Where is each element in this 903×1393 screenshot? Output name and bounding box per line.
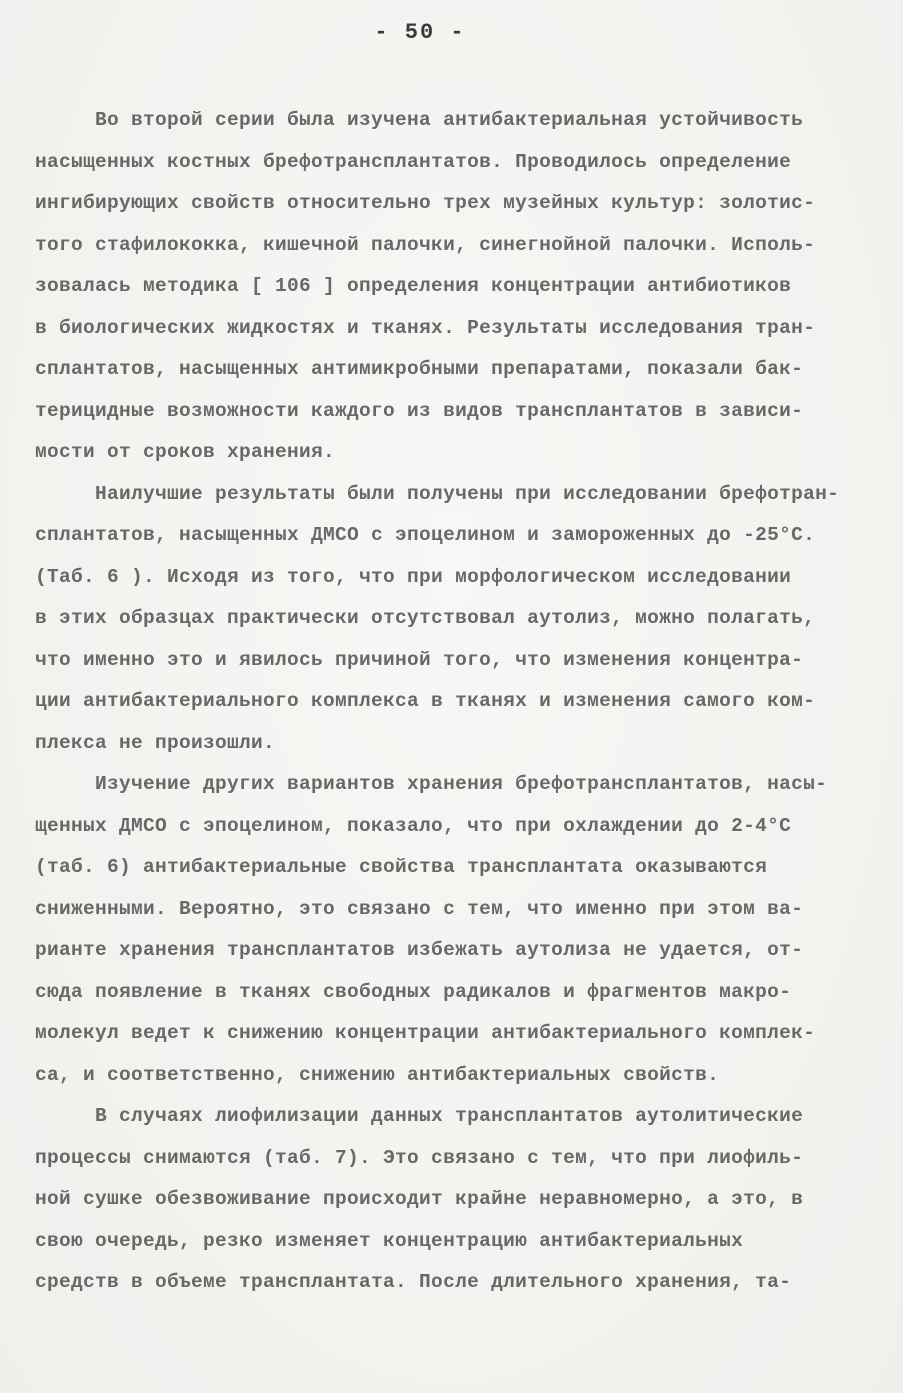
text-line: того стафилококка, кишечной палочки, синегнойной палочки. Исполь- xyxy=(35,233,816,256)
text-line: средств в объеме трансплантата. После длительного хранения, та- xyxy=(35,1271,792,1293)
text-line: процессы снимаются (таб. 7). Это связано с тем, что при лиофиль- xyxy=(35,1146,804,1169)
text-line: плекса не произошли. xyxy=(35,731,276,754)
text-line: рианте хранения трансплантатов избежать аутолиза не удается, от- xyxy=(35,939,804,961)
text-line: свою очередь, резко изменяет концентрацию антибактериальных xyxy=(35,1229,744,1252)
text-line: Во второй серии была изучена антибактериальная устойчивость xyxy=(35,109,804,131)
text-line: (Таб. 6 ). Исходя из того, что при морфологическом исследовании xyxy=(35,565,792,588)
paragraph xyxy=(35,474,875,765)
text-line: мости от сроков хранения. xyxy=(35,441,336,463)
text-line: в биологических жидкостях и тканях. Результаты исследования тран- xyxy=(35,316,816,339)
text-line: терицидные возможности каждого из видов трансплантатов в зависи- xyxy=(35,399,804,422)
paragraph xyxy=(35,100,875,474)
text-line: что именно это и явилось причиной того, что изменения концентра- xyxy=(35,648,804,671)
text-line: в этих образцах практически отсутствовал аутолиз, можно полагать, xyxy=(35,607,816,629)
paragraph xyxy=(35,1096,875,1304)
text-line: са, и соответственно, снижению антибактериальных свойств. xyxy=(35,1063,720,1086)
paragraph xyxy=(35,764,875,1096)
text-line: щенных ДМСО с эпоцелином, показало, что при охлаждении до 2-4°С xyxy=(35,814,792,837)
text-line: (таб. 6) антибактериальные свойства трансплантата оказываются xyxy=(35,856,768,878)
text-line: зовалась методика [ 106 ] определения концентрации антибиотиков xyxy=(35,275,792,297)
text-line: сюда появление в тканях свободных радикалов и фрагментов макро- xyxy=(35,980,792,1003)
text-line: насыщенных костных брефотрансплантатов. Проводилось определение xyxy=(35,150,792,173)
body-text xyxy=(35,100,875,1304)
text-line: Наилучшие результаты были получены при исследовании брефотран- xyxy=(35,482,840,505)
text-line: ции антибактериального комплекса в тканях и изменения самого ком- xyxy=(35,690,816,712)
text-line: В случаях лиофилизации данных трансплантатов аутолитические xyxy=(35,1105,804,1127)
text-line: сниженными. Вероятно, это связано с тем, что именно при этом ва- xyxy=(35,897,804,920)
text-line: сплантатов, насыщенных антимикробными препаратами, показали бак- xyxy=(35,358,804,380)
text-line: сплантатов, насыщенных ДМСО с эпоцелином и замороженных до -25°С. xyxy=(35,524,816,546)
text-line: Изучение других вариантов хранения брефотрансплантатов, насы- xyxy=(35,773,828,795)
page-number: - 50 - xyxy=(374,20,466,45)
text-line: молекул ведет к снижению концентрации антибактериального комплек- xyxy=(35,1022,816,1044)
text-line: ингибирующих свойств относительно трех музейных культур: золотис- xyxy=(35,192,816,214)
text-line: ной сушке обезвоживание происходит крайне неравномерно, а это, в xyxy=(35,1188,804,1210)
